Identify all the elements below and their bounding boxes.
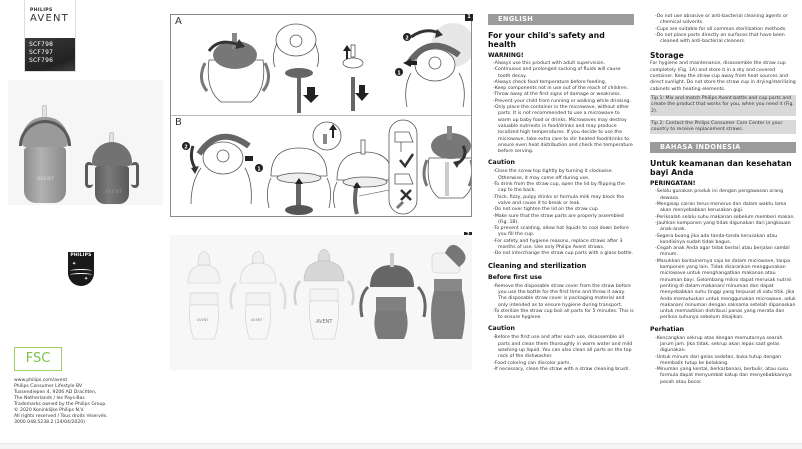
mix-and-match-illustration	[170, 235, 472, 370]
cleaning-caution-list	[488, 335, 634, 373]
figure-number: 1	[465, 14, 473, 21]
list-item: -Before the first use and after each use, disassemble all parts and clean them thoroughly in warm water and mild washing-up liquid. You can also clean all parts on the top rack of the dishwasher.	[493, 335, 633, 360]
fsc-logo: FSC	[14, 347, 62, 371]
star-icon: ✦	[84, 276, 89, 282]
language-header: ENGLISH	[488, 14, 634, 25]
cup-handle-right	[131, 162, 139, 188]
brand-label	[24, 0, 76, 72]
list-item: -Do not over tighten the lid on the straw cup.	[493, 207, 600, 213]
cup-handle-left	[85, 162, 93, 188]
list-item: -Cups are suitable for all common sterilization methods.	[655, 26, 787, 32]
list-item: -Jauhkan komponen yang tidak digunakan dari jangkauan anak-anak.	[655, 220, 791, 233]
list-item: -Do not use abrasive or anti-bacterial cleaning agents or chemical solvents.	[655, 14, 788, 26]
caution-list	[650, 336, 796, 386]
row-label: B	[175, 117, 182, 128]
list-item: -Periksalah selalu suhu makanan sebelum memberi makan.	[655, 214, 795, 220]
before-first-use-list	[488, 284, 634, 322]
website-link[interactable]: www.philips.com/avent	[14, 378, 68, 383]
model-list	[25, 38, 76, 72]
list-item: -Food coloring can discolor parts.	[493, 360, 571, 366]
row-label: A	[175, 16, 182, 27]
cleaning-heading: Cleaning and sterilization	[488, 261, 587, 270]
list-item: -Continuous and prolonged sucking of fluids will cause tooth decay.	[493, 67, 621, 79]
svg-text:1: 1	[257, 166, 261, 173]
cover-column	[0, 0, 165, 443]
svg-text:AVENT: AVENT	[197, 318, 209, 322]
model-number: SCF797	[29, 49, 54, 56]
list-item: -To sterilize the straw cup boil all parts for 5 minutes. This is to ensure hygiene.	[493, 308, 634, 321]
cup-body	[24, 147, 66, 203]
list-item: -Kencangkan sekrup atas dengan memutarnya searah jarum jam. Jika tidak, sekrup akan lepas saat gelas digunakan.	[655, 335, 783, 354]
list-item: -Prevent your child from running or walking while drinking.	[493, 98, 631, 104]
language-header: BAHASA INDONESIA	[650, 142, 796, 153]
caution-heading: Caution	[488, 325, 515, 333]
warning-list	[488, 61, 634, 155]
section-title: For your child's safety and health	[488, 31, 605, 49]
straw-cup-tall	[22, 105, 68, 203]
right-column	[650, 14, 796, 386]
list-item: -Masukkan kontainernya saja ke dalam microwave, tanpa komponen yang lain. Tidak disarankan menggunakan microwave untuk menghangatkan makanan atau minuman bayi. Gelombang mikro dapat merusak nutrisi penting di dalam makanan/ minuman dan dapat menyebabkan suhu tinggi yang terpusat di satu titik. Jika Anda memutuskan untuk menggunakan microwave, aduk makanan/ minuman dengan saksama setelah dipanaskan untuk memastikan distribusi panas yang merata dan periksa suhunya sebelum disajikan.	[655, 258, 796, 321]
list-item: -Do not place parts directly on surfaces that have been cleaned with anti-bacterial cleaners.	[655, 32, 785, 45]
star-icon: ✦	[72, 261, 77, 267]
brand-philips: PHILIPS	[30, 8, 53, 13]
tip-1: Tip 1: Mix and match Philips Avent bottle and cup parts and create the product that works for you, when you need it (Fig. 2).	[650, 95, 796, 116]
list-item: -Thick, fizzy, pulpy drinks or formula milk may block the valve and cause it to break or leak.	[493, 194, 625, 206]
figure-1-panel	[170, 14, 472, 217]
figure-row-b	[171, 116, 471, 216]
list-item: -Segera buang jika ada tanda-tanda kerusakan atau kondisinya sudah tidak bagus.	[655, 233, 778, 245]
section-title: Untuk keamanan dan kesehatan bayi Anda	[650, 159, 792, 178]
warning-heading: PERINGATAN!	[650, 180, 696, 188]
figure-row-a	[171, 15, 471, 116]
before-first-use-heading: Before first use	[488, 273, 542, 281]
cleaning-caution-list-continued	[650, 14, 796, 45]
list-item: -Throw away at the first signs of damage or weakness.	[493, 92, 622, 98]
figure-2-panel	[170, 235, 472, 370]
model-number: SCF798	[29, 41, 54, 48]
warning-heading: WARNING!	[488, 52, 524, 59]
list-item: -To drink from the straw cup, open the lid by flipping the cap to the back.	[493, 182, 625, 194]
disassembly-illustration	[171, 15, 471, 116]
philips-shield-logo: PHILIPS ✦ ✦	[68, 252, 94, 288]
cup-body	[95, 166, 129, 204]
svg-text:2: 2	[184, 144, 188, 151]
step-badge-2: 2	[405, 35, 409, 42]
assembly-illustration	[171, 116, 471, 216]
caution-heading: Caution	[488, 159, 515, 167]
list-item: -Do not interchange the straw cup parts with a glass bottle.	[493, 251, 634, 257]
cup-lid	[92, 142, 132, 166]
wave-icon	[70, 273, 92, 277]
list-item: -Cegah anak Anda agar tidak berlari atau berjalan sambil minum.	[655, 246, 790, 258]
list-item: -Selalu gunakan produk ini dengan pengawasan orang dewasa.	[655, 189, 784, 201]
step-badge-1: 1	[397, 70, 401, 77]
english-column	[488, 14, 634, 373]
warning-list	[650, 189, 796, 321]
list-item: -Untuk minum dari gelas sedotan, buka tutup dengan membalik tutup ke belakang.	[655, 354, 782, 366]
svg-text:AVENT: AVENT	[251, 318, 263, 322]
list-item: -Close the screw top tightly by turning it clockwise. Otherwise, it may come off during use.	[493, 169, 614, 181]
tip-2: Tip 2: Contact the Philips Consumer Care Center in your country to receive replacement straws.	[650, 120, 796, 135]
list-item: -To prevent scalding, allow hot liquids to cool down before you fill the cup.	[493, 226, 629, 238]
product-photo	[8, 80, 163, 205]
document-number: 3000.048.5238.2 (24/04/2020)	[14, 420, 85, 425]
brand-avent: AVENT	[30, 13, 69, 24]
list-item: -Make sure that the straw parts are properly assembled (Fig. 1B).	[493, 213, 624, 225]
storage-text: For hygiene and maintenance, disassemble the straw cup completely (Fig. 1A) and store it in a dry and covered container. Keep the straw cup away from heat sources and direct sunlight. Do not store the straw cup in drying/sterilizing cabinets with heating elements.	[650, 61, 796, 92]
list-item: -Always check food temperature before feeding.	[493, 79, 607, 85]
list-item: -Mengisap cairan terus-menerus dan dalam waktu lama akan menyebabkan kerusakan gigi.	[655, 202, 787, 214]
straw-cup-handles	[92, 132, 132, 204]
product-logo: AVENT	[105, 190, 123, 195]
storage-heading: Storage	[650, 51, 684, 61]
caution-list	[488, 169, 634, 257]
product-logo: AVENT	[37, 177, 55, 182]
list-item: -Keep components not in use out of the reach of children.	[493, 86, 629, 92]
list-item: -Always use this product with adult supervision.	[493, 61, 606, 66]
list-item: -If necessary, clean the straw with a straw cleaning brush.	[493, 366, 630, 372]
imprint: www.philips.com/avent Philips Consumer Lifestyle BV Tussendiepen 4, 9206 AD Drachten, The Netherlands / les Pays-Bas Trademarks owned by the Philips Group. © 2020 Koninklijke Philips N.V. All rights reserved / Tous droits réservés. 3000.048.5238.2 (24/04/2020)	[14, 378, 164, 426]
list-item: -Only place the container in the microwave, without other parts. It is not recommended to use a microwave to warm up baby food or drinks. Microwaves may destroy valuable nutrients in food/drinks and may produce localized high temperatures. If you decide to use the microwave, take extra care to stir heated food/drinks to ensure even heat distribution and check the temperature before serving.	[493, 105, 633, 155]
svg-text:AVENT: AVENT	[316, 319, 333, 325]
caution-heading: Perhatian	[650, 325, 685, 333]
list-item: -Minuman yang kental, berkarbonasi, berbulir, atau susu formula dapat menyumbat katup dan menyebabkannya pecah atau bocor.	[655, 367, 792, 385]
page-bottom-edge	[0, 443, 802, 449]
model-number: SCF796	[29, 57, 54, 64]
list-item: -For safety and hygiene reasons, replace straws after 3 months of use. Use only Philips Avent straws.	[493, 238, 623, 251]
list-item: -Remove the disposable straw cover from the straw before you use the bottle for the first time and throw it away. The disposable straw cover is packaging material and only intended as to ensure hygiene during transport.	[493, 283, 631, 308]
